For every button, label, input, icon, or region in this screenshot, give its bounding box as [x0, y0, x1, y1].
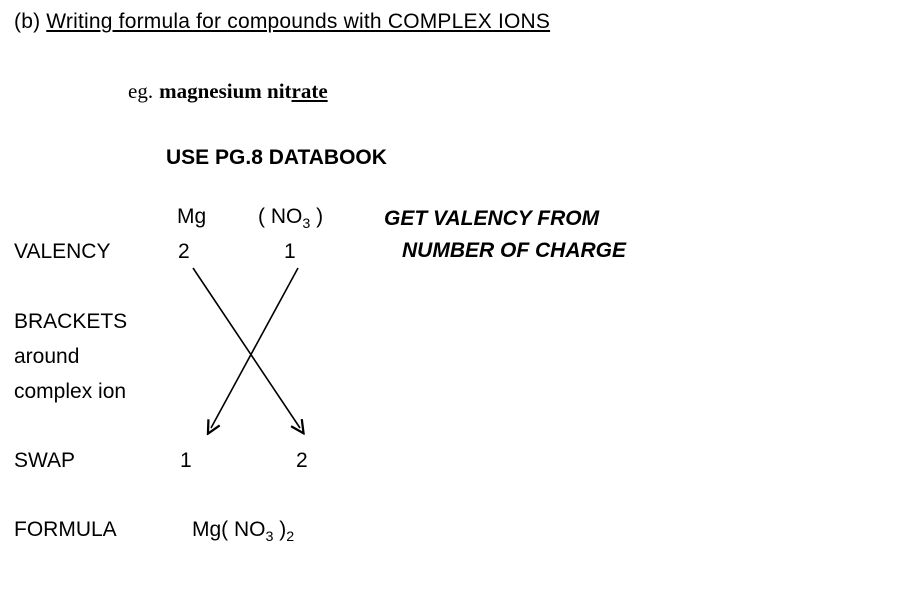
swap-value-right: 2	[296, 449, 308, 472]
arrow-left-to-right	[193, 268, 300, 428]
row-label-formula: FORMULA	[14, 518, 117, 541]
species-nitrate	[258, 205, 323, 232]
row-label-brackets: BRACKETS	[14, 310, 128, 333]
valency-note-line2: NUMBER OF CHARGE	[402, 239, 626, 262]
page-title-text: Writing formula for compounds with COMPLEX IONS	[46, 10, 551, 33]
formula-subscript-1: 3	[265, 529, 274, 546]
example-compound-underlined: rate	[291, 79, 328, 103]
valency-note-line1: GET VALENCY FROM	[384, 207, 600, 230]
species-magnesium: Mg	[177, 205, 207, 228]
page-title	[14, 10, 550, 34]
example-compound-bold: nit	[267, 79, 292, 103]
page-title-label: (b)	[14, 10, 41, 33]
formula-result	[192, 518, 294, 545]
row-label-valency: VALENCY	[14, 240, 111, 263]
species-nitrate-close: )	[310, 205, 324, 228]
row-label-complex-ion: complex ion	[14, 380, 127, 403]
valency-note	[384, 203, 626, 267]
example-compound	[159, 79, 328, 103]
species-nitrate-subscript: 3	[302, 216, 311, 233]
arrow-right-to-left	[211, 268, 298, 428]
example-line	[128, 79, 328, 104]
formula-subscript-2: 2	[286, 529, 295, 546]
databook-instruction: USE PG.8 DATABOOK	[166, 146, 387, 169]
example-compound-plain: magnesium	[159, 79, 268, 103]
valency-value-nitrate: 1	[284, 240, 296, 263]
row-label-around: around	[14, 345, 80, 368]
valency-value-magnesium: 2	[178, 240, 190, 263]
example-prefix: eg.	[128, 79, 154, 103]
row-label-swap: SWAP	[14, 449, 76, 472]
species-nitrate-open: ( NO	[258, 205, 303, 228]
formula-prefix: Mg( NO	[192, 518, 266, 541]
swap-value-left: 1	[180, 449, 192, 472]
formula-middle: )	[273, 518, 287, 541]
